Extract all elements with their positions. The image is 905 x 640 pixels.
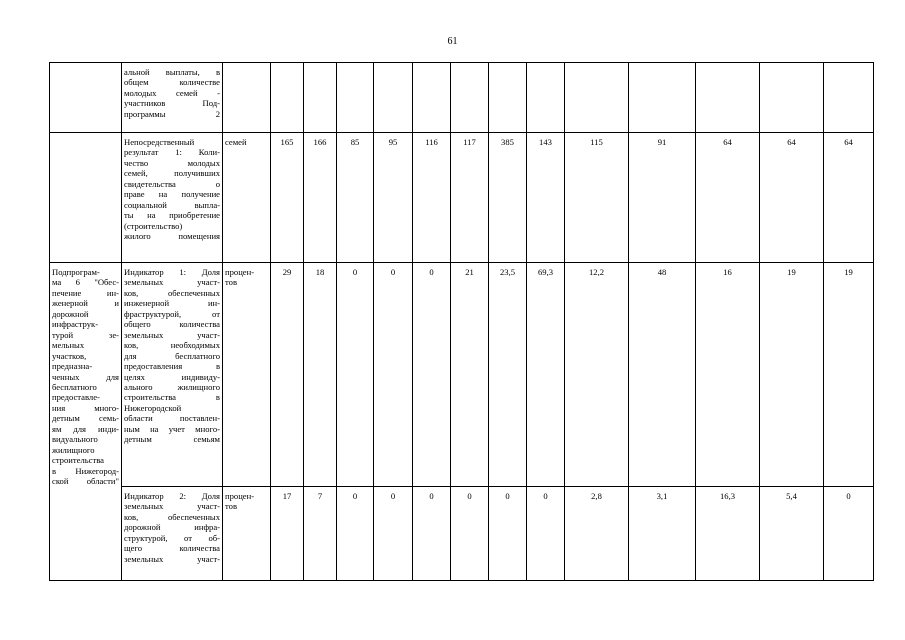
text-line: Нижегородской [124, 402, 182, 413]
text-line: структурой, от об- [124, 532, 220, 543]
text-line: земельных участ- [124, 553, 220, 564]
text-line: жилого помещения [124, 231, 220, 242]
table-row [50, 63, 874, 133]
indicator-table [49, 62, 874, 581]
program-cell-empty [50, 133, 122, 263]
value-cell: 21 [451, 263, 489, 487]
table-body [50, 63, 874, 581]
table-row [50, 487, 874, 581]
program-name-cell [50, 263, 122, 581]
value-cell [824, 63, 874, 133]
table-row [50, 263, 874, 487]
text-line: участников Под- [124, 98, 220, 109]
value-cell: 2,8 [565, 487, 629, 581]
text-line: предоставления в [124, 361, 220, 372]
indicator-name-cell [122, 263, 223, 487]
text-line: семей, получивших [124, 168, 220, 179]
text-line: инфраструк- [52, 319, 99, 330]
value-cell: 143 [527, 133, 565, 263]
text-line: предназна- [52, 361, 93, 372]
value-cell: 12,2 [565, 263, 629, 487]
value-cell: 7 [304, 487, 337, 581]
text-line: ния много- [52, 402, 119, 413]
value-cell: 29 [271, 263, 304, 487]
unit-cell [223, 263, 271, 487]
text-line: ской области" [52, 476, 119, 487]
value-cell: 116 [413, 133, 451, 263]
value-cell: 64 [696, 133, 760, 263]
text-line: жилищного [52, 444, 95, 455]
value-cell: 0 [337, 263, 374, 487]
text-line: Индикатор 2: Доля [124, 491, 220, 501]
unit-cell [223, 63, 271, 133]
text-line: бесплатного [52, 381, 97, 392]
text-line: тов [225, 501, 237, 512]
value-cell: 385 [489, 133, 527, 263]
text-line: дорожной инфра- [124, 522, 220, 533]
text-line: ального жилищного [124, 381, 220, 392]
value-cell: 17 [271, 487, 304, 581]
text-line: процен- [225, 267, 255, 277]
value-cell: 69,3 [527, 263, 565, 487]
text-line: в Нижегород- [52, 465, 119, 476]
value-cell: 19 [760, 263, 824, 487]
text-line: ков, обеспеченных [124, 511, 220, 522]
value-cell: 0 [489, 487, 527, 581]
program-cell-empty [50, 63, 122, 133]
text-line: видуального [52, 434, 98, 445]
value-cell: 16,3 [696, 487, 760, 581]
text-line: печение ин- [52, 287, 119, 298]
value-cell: 0 [374, 487, 413, 581]
value-cell: 0 [451, 487, 489, 581]
value-cell: 0 [527, 487, 565, 581]
value-cell: 0 [374, 263, 413, 487]
text-line: земельных участ- [124, 277, 220, 288]
text-line: молодых семей - [124, 87, 220, 98]
text-line: целях индивиду- [124, 371, 220, 382]
text-line: участков, [52, 350, 87, 361]
value-cell: 166 [304, 133, 337, 263]
text-line: процен- [225, 491, 255, 501]
value-cell: 0 [413, 487, 451, 581]
indicator-name-cell [122, 133, 223, 263]
text-line: детным семьям [124, 434, 220, 445]
text-line: фраструктурой, от [124, 308, 220, 319]
value-cell: 91 [629, 133, 696, 263]
value-cell [374, 63, 413, 133]
value-cell: 23,5 [489, 263, 527, 487]
page-number: 61 [447, 36, 458, 47]
text-line: ты на приобретение [124, 210, 220, 221]
text-line: ма 6 "Обес- [52, 277, 119, 288]
value-cell: 5,4 [760, 487, 824, 581]
unit-cell [223, 133, 271, 263]
value-cell: 64 [760, 133, 824, 263]
text-line: предоставле- [52, 392, 100, 403]
text-line: земельных участ- [124, 329, 220, 340]
text-line: социальной выпла- [124, 199, 220, 210]
value-cell: 117 [451, 133, 489, 263]
text-line: ков, необходимых [124, 340, 220, 351]
unit-cell [223, 487, 271, 581]
text-line: результат 1: Коли- [124, 147, 220, 158]
text-line: альной выплаты, в [124, 67, 220, 77]
value-cell: 48 [629, 263, 696, 487]
value-cell [629, 63, 696, 133]
text-line: мельных [52, 340, 85, 351]
value-cell [527, 63, 565, 133]
value-cell: 64 [824, 133, 874, 263]
value-cell: 0 [337, 487, 374, 581]
text-line: Непосредственный [124, 137, 195, 147]
text-line: общего количества [124, 319, 220, 330]
value-cell [451, 63, 489, 133]
value-cell [696, 63, 760, 133]
text-line: ным на учет много- [124, 423, 220, 434]
value-cell: 85 [337, 133, 374, 263]
value-cell [337, 63, 374, 133]
text-line: чество молодых [124, 157, 220, 168]
value-cell: 18 [304, 263, 337, 487]
value-cell: 19 [824, 263, 874, 487]
value-cell [304, 63, 337, 133]
text-line: земельных участ- [124, 501, 220, 512]
text-line: строительства в [124, 392, 220, 403]
value-cell: 115 [565, 133, 629, 263]
value-cell [489, 63, 527, 133]
text-line: строительства [52, 455, 104, 466]
text-line: женерной и [52, 298, 119, 309]
value-cell: 16 [696, 263, 760, 487]
text-line: (строительство) [124, 220, 183, 231]
text-line: области поставлен- [124, 413, 220, 424]
text-line: дорожной [52, 308, 89, 319]
text-line: турой зе- [52, 329, 119, 340]
value-cell [760, 63, 824, 133]
text-line: ям для инди- [52, 423, 119, 434]
text-line: ченных для [52, 371, 119, 382]
text-line: щего количества [124, 543, 220, 554]
value-cell: 0 [413, 263, 451, 487]
text-line: семей [225, 137, 247, 147]
text-line: для бесплатного [124, 350, 220, 361]
text-line: свидетельства о [124, 178, 220, 189]
value-cell [565, 63, 629, 133]
value-cell [271, 63, 304, 133]
value-cell: 0 [824, 487, 874, 581]
text-line: ков, обеспеченных [124, 287, 220, 298]
indicator-name-cell [122, 487, 223, 581]
text-line: Индикатор 1: Доля [124, 267, 220, 277]
value-cell: 165 [271, 133, 304, 263]
value-cell [413, 63, 451, 133]
text-line: общем количестве [124, 77, 220, 88]
value-cell: 3,1 [629, 487, 696, 581]
text-line: программы 2 [124, 108, 220, 119]
indicator-name-cell [122, 63, 223, 133]
text-line: инженерной ин- [124, 298, 220, 309]
text-line: детным семь- [52, 413, 119, 424]
table-row [50, 133, 874, 263]
value-cell: 95 [374, 133, 413, 263]
text-line: тов [225, 277, 237, 288]
text-line: Подпрограм- [52, 267, 100, 277]
text-line: праве на получение [124, 189, 220, 200]
